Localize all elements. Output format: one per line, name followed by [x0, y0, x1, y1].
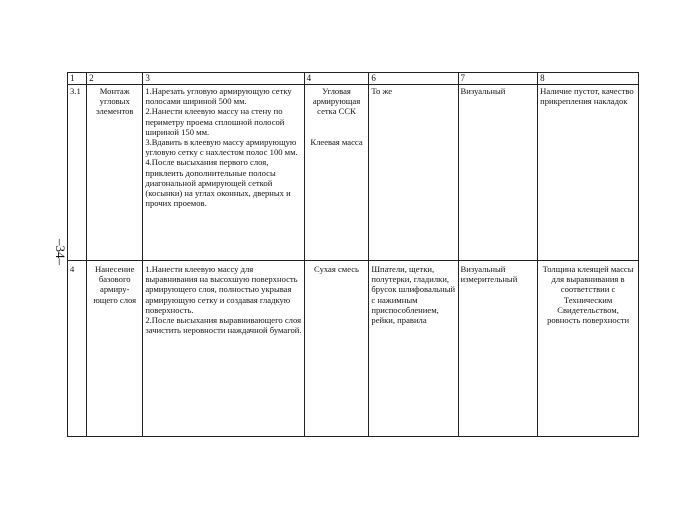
header-cell: 7	[458, 73, 538, 85]
header-cell: 2	[87, 73, 143, 85]
operations-cell	[143, 261, 304, 437]
table-row	[68, 261, 639, 437]
row-number-cell: 4	[68, 261, 87, 437]
header-cell: 1	[68, 73, 87, 85]
control-cell: Визуальный измерительный	[458, 261, 538, 437]
material-item: Угловая армирующая сетка ССК	[312, 86, 361, 117]
row-number-cell: 3.1	[68, 85, 87, 261]
tools-cell: Шпатели, щетки, полутерки, гладилки, брусок шлифовальный с нажимным приспособлением, рейки, правила	[369, 261, 458, 437]
materials-cell	[304, 261, 369, 437]
material-item: Сухая смесь	[314, 264, 359, 274]
operations-cell	[143, 85, 304, 261]
header-cell: 4	[304, 73, 369, 85]
operation-step: 2.После высыхания выравнивающего слоя зачистить неровности наждачной бумагой.	[145, 315, 302, 336]
work-table	[67, 72, 639, 437]
page-number: –34–	[53, 239, 68, 265]
work-name-cell: Монтаж угловых элементов	[87, 85, 143, 261]
header-cell: 6	[369, 73, 458, 85]
operation-step: 4.После высыхания первого слоя, приклеить дополнительные полосы диагональной армирующей сеткой (косынки) на углах оконных, дверных и прочих проемов.	[145, 157, 291, 209]
control-cell: Визуальный	[458, 85, 538, 261]
requirements-cell: Толщина клеящей массы для выравнивания в соответствии с Техническим Свидетельством, ровность поверхности	[538, 261, 639, 437]
requirements-cell: Наличие пустот, качество прикрепления накладок	[538, 85, 639, 261]
materials-cell	[304, 85, 369, 261]
header-cell: 8	[538, 73, 639, 85]
operation-step: 1.Нарезать угловую армирующую сетку полосами шириной 500 мм.	[145, 86, 292, 107]
table-header-row	[68, 73, 639, 85]
table-row	[68, 85, 639, 261]
operation-step: 1.Нанести клеевую массу для выравнивания на высохшую поверхность армирующего слоя, полностью укрывая армирующую сетку и создавая гладкую поверхность.	[145, 264, 298, 315]
work-name-cell: Нанесение базового армиру-ющего слоя	[87, 261, 143, 437]
operation-step: 2.Нанести клеевую массу на стену по периметру проема сплошной полосой шириной 150 мм.	[145, 106, 285, 137]
material-item: Клеевая масса	[310, 136, 363, 147]
material-spacer	[307, 117, 367, 137]
header-cell: 3	[143, 73, 304, 85]
operation-step: 3.Вдавить в клеевую массу армирующую угловую сетку с нахлестом полос 100 мм.	[145, 137, 298, 158]
tools-cell: То же	[369, 85, 458, 261]
